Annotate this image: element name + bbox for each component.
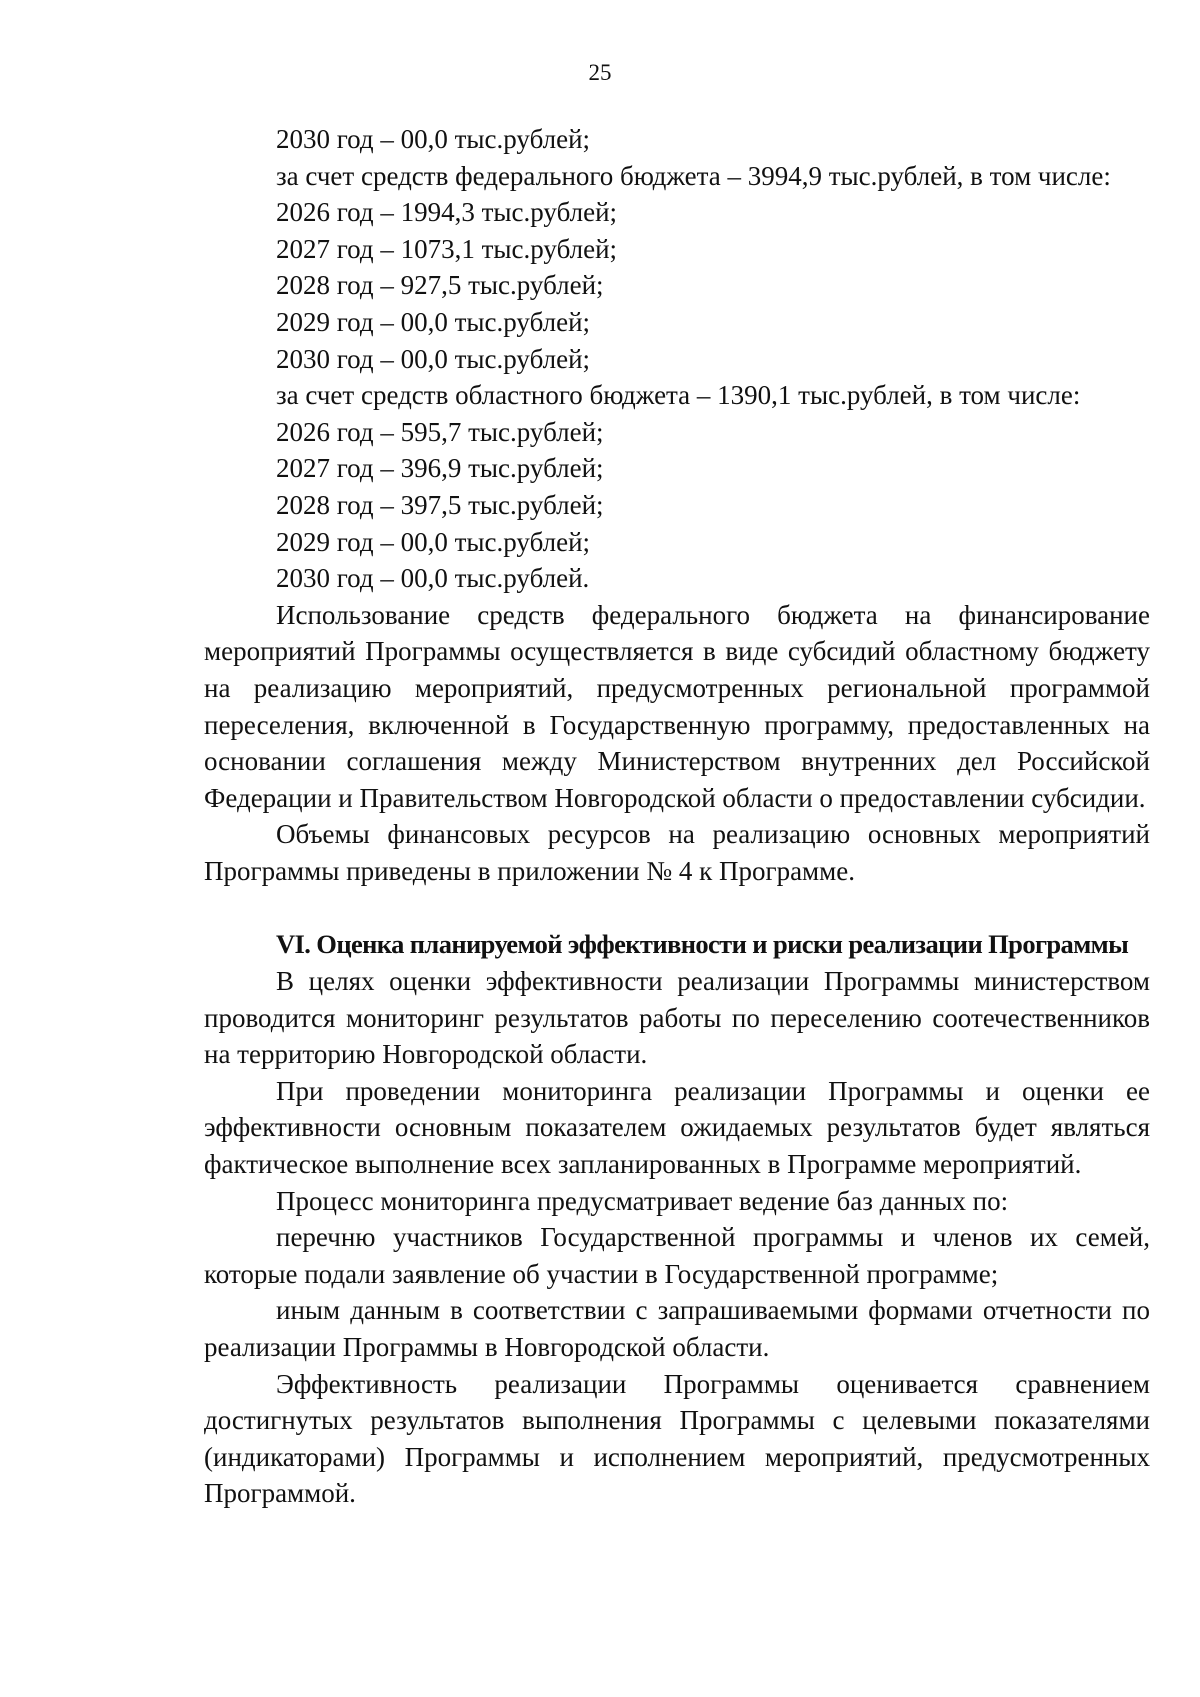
funding-line: за счет средств областного бюджета – 1390,1 тыс.рублей, в том числе:: [276, 380, 1081, 411]
funding-line: 2026 год – 1994,3 тыс.рублей;: [276, 197, 618, 228]
document-body: [204, 121, 1150, 1512]
body-paragraph: Использование средств федерального бюджета на финансирование мероприятий Программы осуществляется в виде субсидий областному бюджету на реализацию мероприятий, предусмотренных региональной программой переселения, включенной в Государственную программу, предоставленных на основании соглашения между Министерством внутренних дел Российской Федерации и Правительством Новгородской области о предоставлении субсидии.: [204, 599, 1150, 813]
body-paragraph: При проведении мониторинга реализации Программы и оценки ее эффективности основным показателем ожидаемых результатов будет являться фактическое выполнение всех запланированных в Программе мероприятий.: [204, 1075, 1150, 1180]
funding-line: 2027 год – 396,9 тыс.рублей;: [276, 453, 604, 484]
body-paragraph: Эффективность реализации Программы оценивается сравнением достигнутых результатов выполнения Программы с целевыми показателями (индикаторами) Программы и исполнением мероприятий, предусмотренных Программой.: [204, 1368, 1150, 1509]
body-paragraph: Объемы финансовых ресурсов на реализацию основных мероприятий Программы приведены в приложении № 4 к Программе.: [204, 819, 1150, 886]
body-paragraph: Процесс мониторинга предусматривает ведение баз данных по:: [276, 1185, 1009, 1216]
funding-line: 2028 год – 927,5 тыс.рублей;: [276, 270, 604, 301]
section-heading: VI. Оценка планируемой эффективности и риски реализации Программы: [276, 929, 1129, 960]
body-paragraph: иным данным в соответствии с запрашиваемыми формами отчетности по реализации Программы в Новгородской области.: [204, 1295, 1150, 1362]
page-number: 25: [588, 60, 612, 85]
funding-line: 2030 год – 00,0 тыс.рублей;: [276, 343, 591, 374]
funding-line: 2028 год – 397,5 тыс.рублей;: [276, 489, 604, 520]
funding-line: 2030 год – 00,0 тыс.рублей.: [276, 563, 590, 594]
funding-line: за счет средств федерального бюджета – 3994,9 тыс.рублей, в том числе:: [276, 160, 1111, 191]
body-paragraph: перечню участников Государственной программы и членов их семей, которые подали заявление об участии в Государственной программе;: [204, 1222, 1150, 1289]
funding-line: 2026 год – 595,7 тыс.рублей;: [276, 416, 604, 447]
funding-line: 2029 год – 00,0 тыс.рублей;: [276, 306, 591, 337]
funding-line: 2027 год – 1073,1 тыс.рублей;: [276, 233, 618, 264]
funding-line: 2029 год – 00,0 тыс.рублей;: [276, 526, 591, 557]
funding-line: 2030 год – 00,0 тыс.рублей;: [276, 124, 591, 154]
body-paragraph: В целях оценки эффективности реализации Программы министерством проводится мониторинг результатов работы по переселению соотечественников на территорию Новгородской области.: [204, 966, 1150, 1070]
